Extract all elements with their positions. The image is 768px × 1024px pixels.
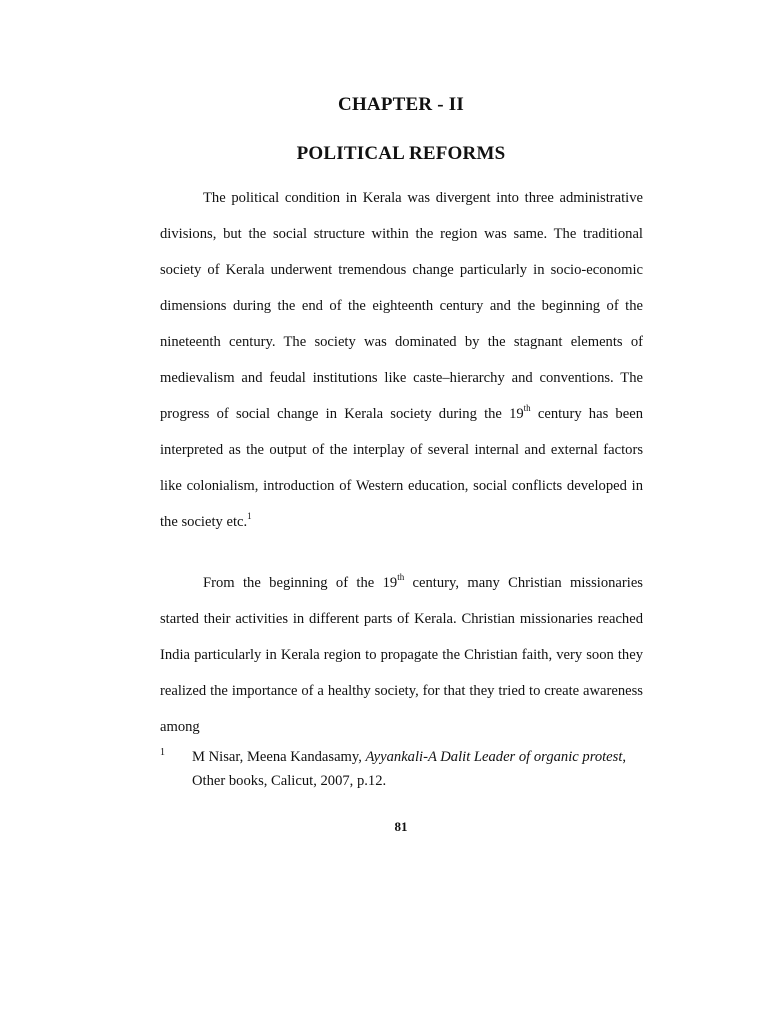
paragraph-1 (160, 180, 643, 540)
footnote-authors: M Nisar, Meena Kandasamy, (192, 749, 366, 765)
section-title: POLITICAL REFORMS (296, 143, 506, 164)
paragraph-2-text-a: From the beginning of the 19 (203, 575, 398, 591)
paragraph-2-superscript: th (397, 572, 405, 583)
chapter-heading: CHAPTER - II (338, 94, 464, 115)
paragraph-1-superscript: th (523, 403, 531, 414)
footnote-publication: , Other books, Calicut, 2007, p.12. (192, 749, 627, 789)
paragraph-2-text-b: century, many Christian missionaries started their activities in different parts of Kerala. Christian missionaries reached India particularly in Kerala region to propagate the Christian faith, very soon they realized the importance of a healthy society, for that they tried to create awareness among (160, 575, 643, 735)
footnote (160, 745, 630, 793)
footnote-reference[interactable]: 1 (247, 511, 252, 522)
footnote-book-title: Ayyankali-A Dalit Leader of organic protest (365, 749, 623, 765)
paragraph-1-text-a: The political condition in Kerala was divergent into three administrative divisions, but the social structure within the region was same. The traditional society of Kerala underwent tremendous change particularly in socio-economic dimensions during the end of the eighteenth century and the beginning of the nineteenth century. The society was dominated by the stagnant elements of medievalism and feudal institutions like caste–hierarchy and conventions. The progress of social change in Kerala society during the 19 (160, 190, 643, 422)
paragraph-1-text-b: century has been interpreted as the output of the interplay of several internal and external factors like colonialism, introduction of Western education, social conflicts developed in the society etc. (160, 406, 643, 530)
paragraph-2 (160, 565, 643, 745)
footnote-body (192, 745, 630, 793)
page-number: 81 (394, 819, 408, 834)
footnote-mark: 1 (160, 747, 165, 758)
